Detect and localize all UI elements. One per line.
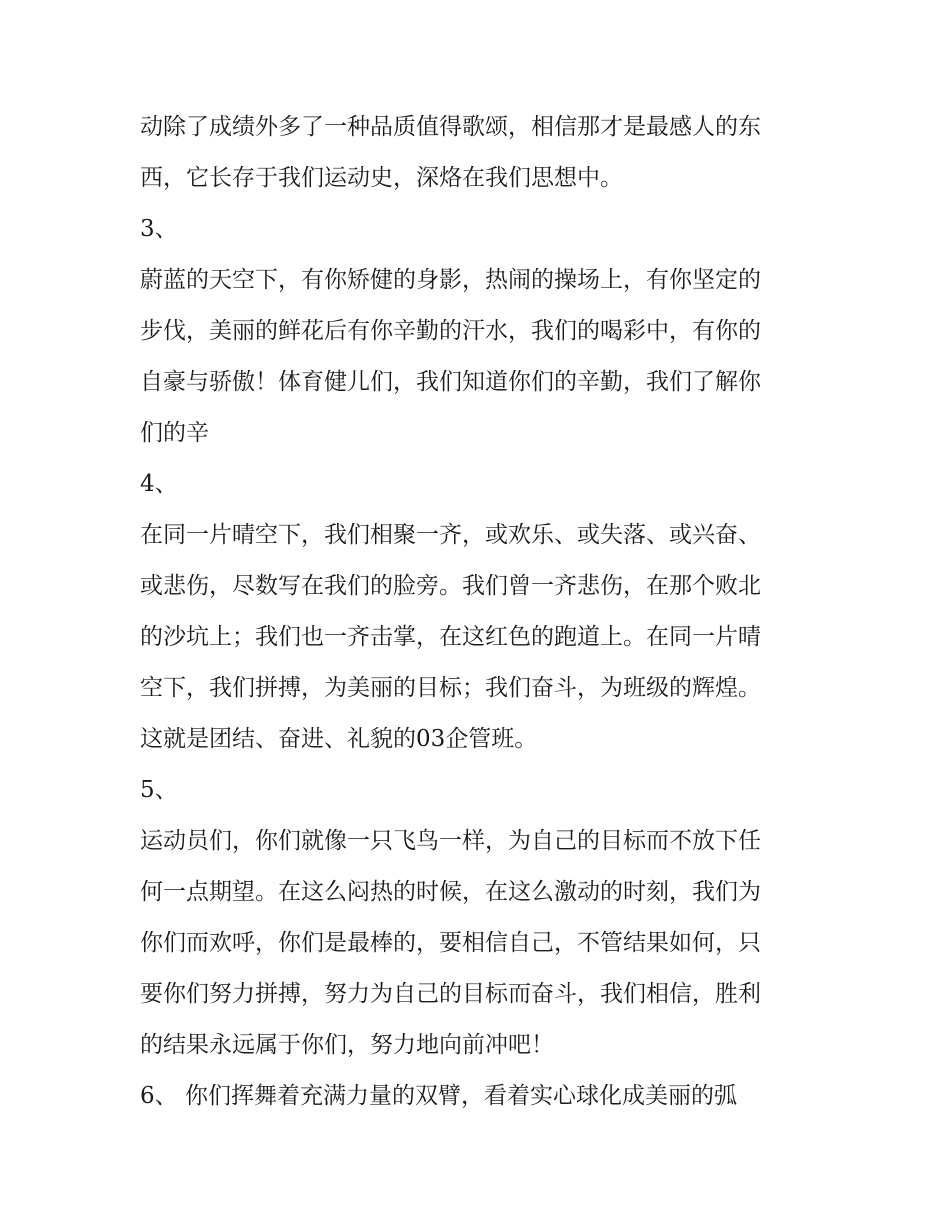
text-line: 在同一片晴空下，我们相聚一齐，或欢乐、或失落、或兴奋、 [140, 522, 761, 548]
text-line: 自豪与骄傲！体育健儿们，我们知道你们的辛勤，我们了解你 [140, 369, 761, 395]
document-body [140, 102, 820, 1122]
text-line: 的沙坑上；我们也一齐击掌，在这红色的跑道上。在同一片晴 [140, 624, 761, 650]
text-line: 运动员们，你们就像一只飞鸟一样，为自己的目标而不放下任 [140, 828, 761, 854]
text-line: 你们而欢呼，你们是最棒的，要相信自己，不管结果如何，只 [140, 930, 761, 956]
text-line: 步伐，美丽的鲜花后有你辛勤的汗水，我们的喝彩中，有你的 [140, 318, 761, 344]
text-line: 动除了成绩外多了一种品质值得歌颂，相信那才是最感人的东 [140, 114, 761, 140]
text-line: 要你们努力拼搏，努力为自己的目标而奋斗，我们相信，胜利 [140, 981, 761, 1007]
text-line: 或悲伤，尽数写在我们的脸旁。我们曾一齐悲伤，在那个败北 [140, 573, 761, 599]
text-line: 西，它长存于我们运动史，深烙在我们思想中。 [140, 165, 623, 191]
text-line: 们的辛 [140, 420, 209, 446]
section-number: 4、 [140, 471, 178, 497]
text-line: 6、 你们挥舞着充满力量的双臂，看着实心球化成美丽的弧 [140, 1083, 737, 1109]
text-line: 蔚蓝的天空下，有你矫健的身影，热闹的操场上，有你坚定的 [140, 267, 761, 293]
text-line: 这就是团结、奋进、礼貌的03企管班。 [140, 726, 538, 752]
text-line: 空下，我们拼搏，为美丽的目标；我们奋斗，为班级的辉煌。 [140, 675, 761, 701]
text-line: 何一点期望。在这么闷热的时候，在这么激动的时刻，我们为 [140, 879, 761, 905]
section-number: 3、 [140, 216, 178, 242]
section-number: 5、 [140, 777, 178, 803]
text-line: 的结果永远属于你们，努力地向前冲吧！ [140, 1032, 554, 1058]
